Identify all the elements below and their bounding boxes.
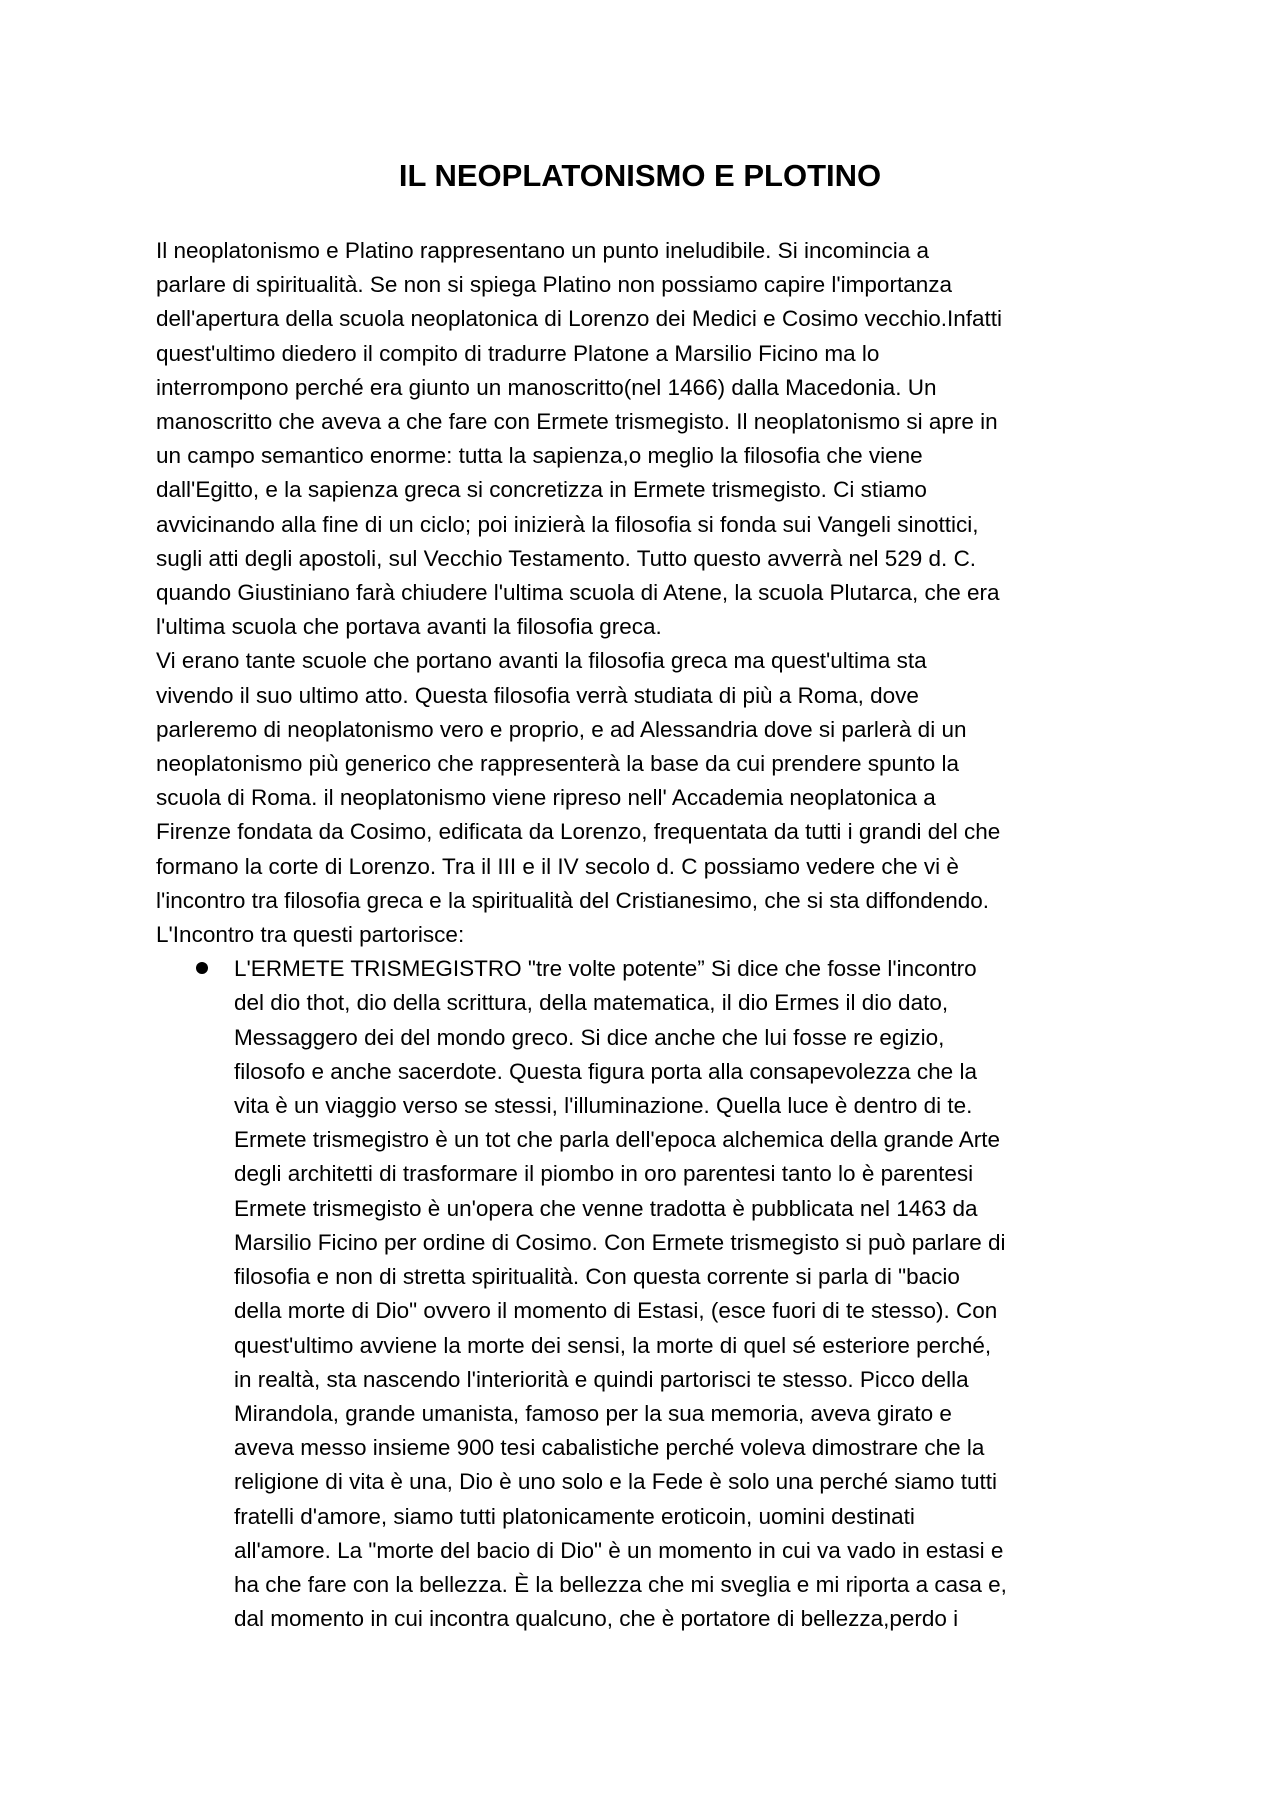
document-body [156, 234, 1136, 1636]
list-item [156, 952, 1136, 1636]
paragraph-intro: Il neoplatonismo e Platino rappresentano un punto ineludibile. Si incomincia a parlare di spiritualità. Se non si spiega Platino non possiamo capire l'importanza dell'apertura della scuola neoplatonica di Lorenzo dei Medici e Cosimo vecchio.Infatti quest'ultimo diedero il compito di tradurre Platone a Marsilio Ficino ma lo interrompono perché era giunto un manoscritto(nel 1466) dalla Macedonia. Un manoscritto che aveva a che fare con Ermete trismegisto. Il neoplatonismo si apre in un campo semantico enorme: tutta la sapienza,o meglio la filosofia che viene dall'Egitto, e la sapienza greca si concretizza in Ermete trismegisto. Ci stiamo avvicinando alla fine di un ciclo; poi inizierà la filosofia si fonda sui Vangeli sinottici, sugli atti degli apostoli, sul Vecchio Testamento. Tutto questo avverrà nel 529 d. C. quando Giustiniano farà chiudere l'ultima scuola di Atene, la scuola Plutarca, che era l'ultima scuola che portava avanti la filosofia greca. [156, 238, 1003, 640]
bullet-list [156, 952, 1136, 1636]
bullet-text-ermete: L'ERMETE TRISMEGISTRO "tre volte potente” Si dice che fosse l'incontro del dio thot, dio della scrittura, della matematica, il dio Ermes il dio dato, Messaggero dei del mondo greco. Si dice anche che lui fosse re egizio, filosofo e anche sacerdote. Questa figura porta alla consapevolezza che la vita è un viaggio verso se stessi, l'illuminazione. Quella luce è dentro di te. Ermete trismegistro è un tot che parla dell'epoca alchemica della grande Arte degli architetti di trasformare il piombo in oro parentesi tanto lo è parentesi Ermete trismegisto è un'opera che venne tradotta è pubblicata nel 1463 da Marsilio Ficino per ordine di Cosimo. Con Ermete trismegisto si può parlare di filosofia e non di stretta spiritualità. Con questa corrente si parla di "bacio della morte di Dio" ovvero il momento di Estasi, (esce fuori di te stesso). Con quest'ultimo avviene la morte dei sensi, la morte di quel sé esteriore perché, in realtà, sta nascendo l'interiorità e quindi partorisci te stesso. Picco della Mirandola, grande umanista, famoso per la sua memoria, aveva girato e aveva messo insieme 900 tesi cabalistiche perché voleva dimostrare che la religione di vita è una, Dio è uno solo e la Fede è solo una perché siamo tutti fratelli d'amore, siamo tutti platonicamente eroticoin, uomini destinati all'amore. La "morte del bacio di Dio" è un momento in cui va vado in estasi e ha che fare con la bellezza. È la bellezza che mi sveglia e mi riporta a casa e, dal momento in cui incontra qualcuno, che è portatore di bellezza,perdo i [234, 956, 1007, 1632]
bullet-dot-icon [196, 962, 208, 974]
paragraph-schools: Vi erano tante scuole che portano avanti la filosofia greca ma quest'ultima sta vivendo il suo ultimo atto. Questa filosofia verrà studiata di più a Roma, dove parleremo di neoplatonismo vero e proprio, e ad Alessandria dove si parlerà di un neoplatonismo più generico che rappresenterà la base da cui prendere spunto la scuola di Roma. il neoplatonismo viene ripreso nell' Accademia neoplatonica a Firenze fondata da Cosimo, edificata da Lorenzo, frequentata da tutti i grandi del che formano la corte di Lorenzo. Tra il III e il IV secolo d. C possiamo vedere che vi è l'incontro tra filosofia greca e la spiritualità del Cristianesimo, che si sta diffondendo. L'Incontro tra questi partorisce: [156, 648, 1001, 948]
document-title: IL NEOPLATONISMO E PLOTINO [398, 158, 882, 193]
